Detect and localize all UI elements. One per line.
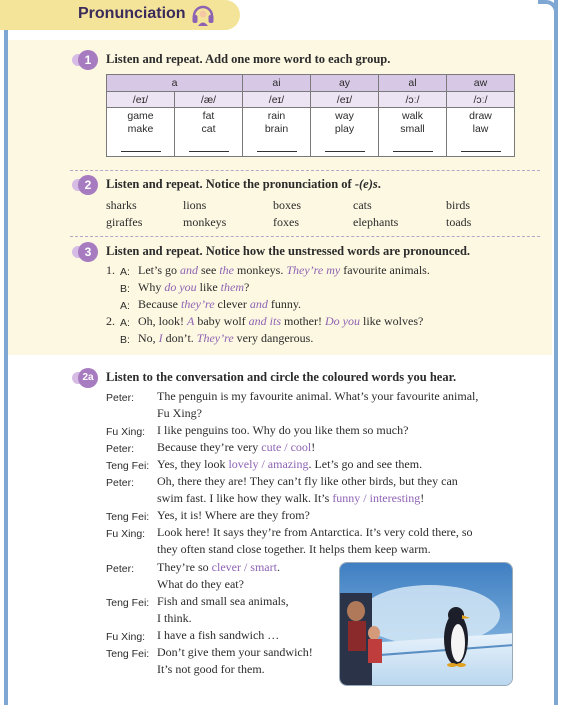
word: boxes [273,198,301,212]
header-ay: ay [311,75,379,92]
dialog-line: Yes, they look lovely / amazing. Let’s go and see them. [157,457,423,471]
word: birds [446,198,470,212]
ipa-cell: /eɪ/ [243,92,311,108]
dialog-line: Look here! It says they’re from Antarctica. It’s very cold there, so [157,525,473,539]
dialog-line: they often stand close together. It helps them keep warm. [157,542,431,556]
exercise-3-badge: 3 [72,241,102,263]
ipa-cell: /æ/ [175,92,243,108]
dialog-line: I have a fish sandwich … [157,628,280,642]
exercise-2a-badge: 2a [72,367,102,389]
word-cell: fat cat [175,108,243,157]
ipa-cell: /ɔː/ [379,92,447,108]
word-cell: game make [107,108,175,157]
exercise-2-badge: 2 [72,174,102,196]
dialog-line: swim fast. I like how they walk. It’s funny / interesting! [157,491,425,505]
sounds-table [106,74,515,157]
answer-blank[interactable] [393,140,433,152]
dialog-line: Yes, it is! Where are they from? [157,508,310,522]
dialog-line: I like penguins too. Why do you like them so much? [157,423,409,437]
word: foxes [273,215,299,229]
header-ai: ai [243,75,311,92]
choice-words[interactable]: lovely / amazing [228,457,309,471]
divider [70,170,540,171]
choice-words[interactable]: clever / smart [211,560,277,574]
exercise-1-heading: Listen and repeat. Add one more word to each group. [106,52,391,66]
dialog-line: Oh, look! A baby wolf and its mother! Do you like wolves? [138,314,424,328]
header-al: al [379,75,447,92]
dialog-line: Because they’re very cute / cool! [157,440,316,454]
word-cell: rain brain [243,108,311,157]
word: sharks [106,198,137,212]
dialog-line: They’re so clever / smart. [157,560,280,574]
word-cell: way play [311,108,379,157]
dialog-line: Let’s go and see the monkeys. They’re my favourite animals. [138,263,430,277]
dialog-line: It’s not good for them. [157,662,265,676]
answer-blank[interactable] [121,140,161,152]
choice-words[interactable]: funny / interesting [332,491,421,505]
divider [70,236,540,237]
dialog-line: No, I don’t. They’re very dangerous. [138,331,314,345]
dialog-line: Because they’re clever and funny. [138,297,302,311]
answer-blank[interactable] [325,140,365,152]
dialog-line: Fish and small sea animals, [157,594,289,608]
exercise-2a-heading: Listen to the conversation and circle the coloured words you hear. [106,370,457,384]
penguin-photo [339,562,513,686]
word-cell: walk small [379,108,447,157]
dialog-line: The penguin is my favourite animal. What’s your favourite animal, [157,389,479,403]
ipa-cell: /ɔː/ [447,92,515,108]
headphones-speaker-icon [190,2,216,28]
dialog-line: Oh, there they are! They can’t fly like other birds, but they can [157,474,458,488]
section-tab [0,0,240,30]
dialog-line: Don’t give them your sandwich! [157,645,313,659]
word: toads [446,215,472,229]
ipa-cell: /eɪ/ [107,92,175,108]
section-title: Pronunciation [78,5,186,22]
header-aw: aw [447,75,515,92]
word: giraffes [106,215,143,229]
exercise-1-badge: 1 [72,49,102,71]
dialog-line: Fu Xing? [157,406,202,420]
header-a: a [107,75,243,92]
exercise-3-heading: Listen and repeat. Notice how the unstressed words are pronounced. [106,244,471,258]
word: elephants [353,215,399,229]
answer-blank[interactable] [461,140,501,152]
answer-blank[interactable] [257,140,297,152]
word: lions [183,198,207,212]
word: cats [353,198,372,212]
word-cell: draw law [447,108,515,157]
word: monkeys [183,215,227,229]
dialog-line: I think. [157,611,192,625]
dialog-line: What do they eat? [157,577,244,591]
choice-words[interactable]: cute / cool [261,440,312,454]
exercise-2-heading: Listen and repeat. Notice the pronunciation of -(e)s. [106,177,381,191]
dialog-line: Why do you like them? [138,280,250,294]
answer-blank[interactable] [189,140,229,152]
ipa-cell: /eɪ/ [311,92,379,108]
penguin-photo-illustration [340,563,513,686]
